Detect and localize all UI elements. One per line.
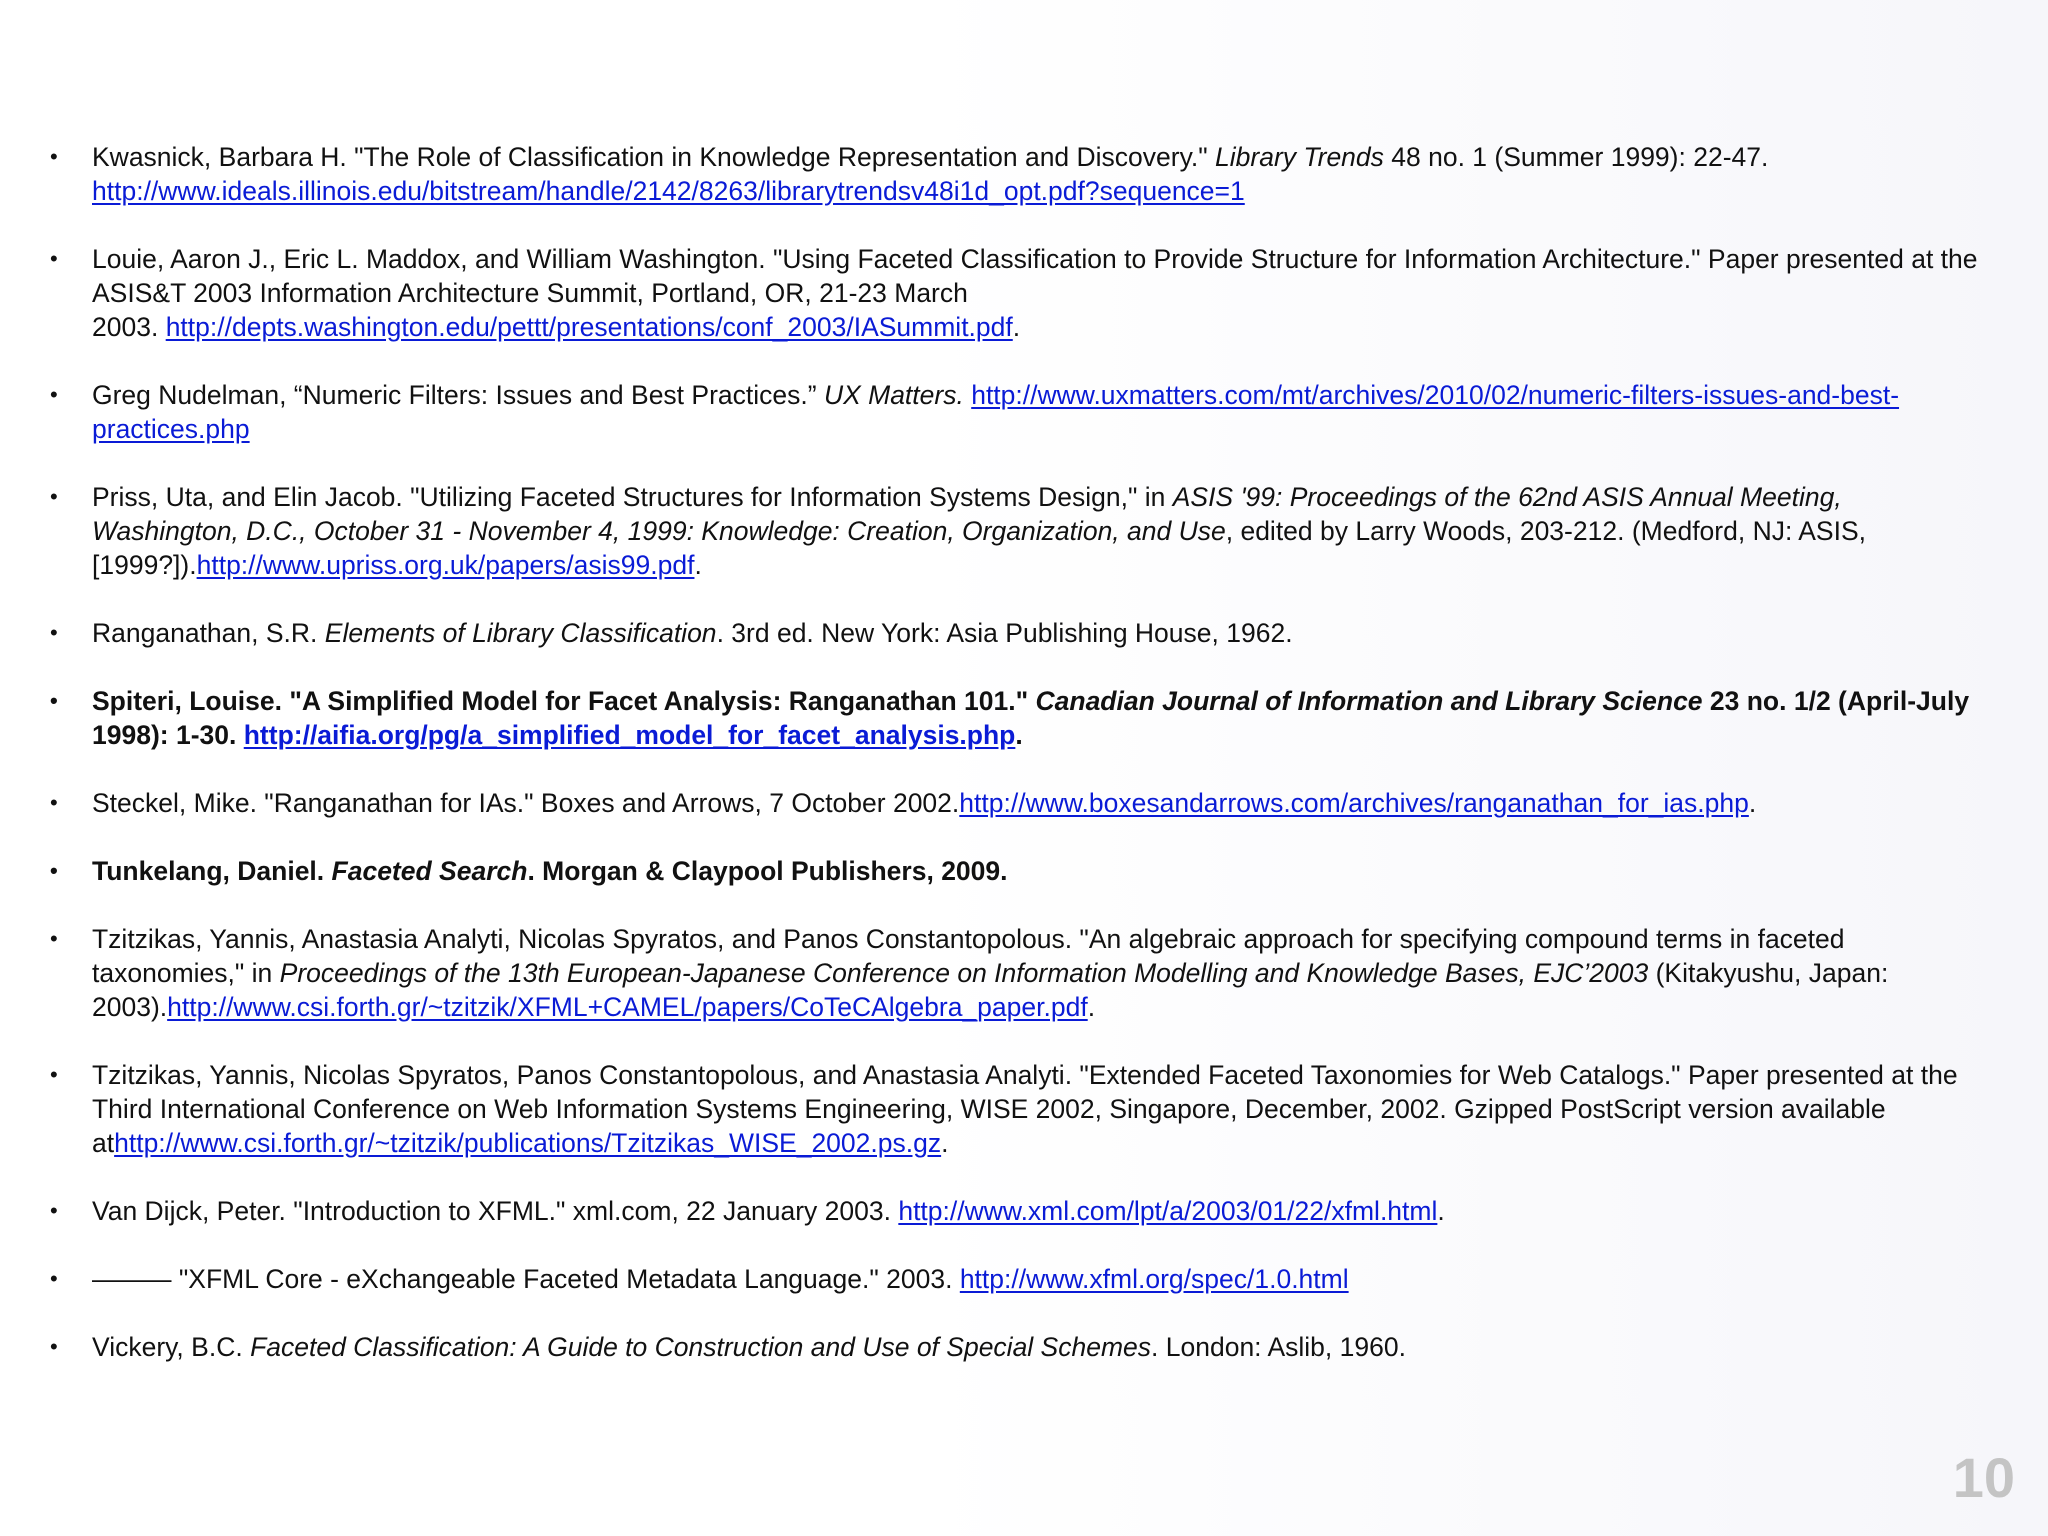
bullet-icon: • (50, 1198, 58, 1223)
reference-text: , edited by Larry Woods, 203-212. (Medford, NJ: ASIS, [1999?]). (92, 516, 1866, 580)
page-number: 10 (1952, 1446, 2015, 1509)
reference-item (50, 1330, 1980, 1364)
reference-text: Tzitzikas, Yannis, Anastasia Analyti, Nicolas Spyratos, and Panos Constantopolous. "An algebraic approach for specifying compound terms in faceted taxonomies," in (92, 924, 1845, 988)
reference-text: Vickery, B.C. (92, 1332, 251, 1362)
bullet-icon: • (50, 688, 58, 713)
reference-item (50, 1058, 1980, 1160)
bullet-icon: • (50, 926, 58, 951)
bullet-icon: • (50, 382, 58, 407)
reference-item (50, 242, 1980, 344)
reference-title: Faceted Classification: A Guide to Construction and Use of Special Schemes (250, 1332, 1152, 1362)
reference-text: Spiteri, Louise. "A Simplified Model for Facet Analysis: Ranganathan 101." (92, 686, 1036, 716)
reference-text: Steckel, Mike. "Ranganathan for IAs." Boxes and Arrows, 7 October 2002. (92, 788, 960, 818)
reference-text: . 3rd ed. New York: Asia Publishing House, 1962. (716, 618, 1293, 648)
reference-item (50, 854, 1980, 888)
reference-text: (Kitakyushu, Japan: 2003). (92, 958, 1889, 1022)
reference-item (50, 684, 1980, 752)
bullet-icon: • (50, 620, 58, 645)
reference-item (50, 480, 1980, 582)
reference-item (50, 378, 1980, 446)
bullet-icon: • (50, 144, 58, 169)
reference-text: . (1012, 312, 1021, 342)
reference-text: . (1437, 1196, 1445, 1226)
reference-text: . (694, 550, 702, 580)
bullet-icon: • (50, 484, 58, 509)
reference-title: Proceedings of the 13th European-Japanese Conference on Information Modelling and Knowledge Bases, EJC’2003 (279, 958, 1649, 988)
reference-text: . London: Aslib, 1960. (1151, 1332, 1406, 1362)
reference-item (50, 616, 1980, 650)
reference-list (50, 140, 1980, 1398)
reference-text: Louie, Aaron J., Eric L. Maddox, and William Washington. "Using Faceted Classification to Provide Structure for Information Architecture." Paper presented at the ASIS&T 2003 Information Architecture Summit, Portland, OR, 21-23 March (92, 244, 1978, 308)
reference-text: Kwasnick, Barbara H. "The Role of Classification in Knowledge Representation and Discovery." (92, 142, 1216, 172)
reference-link[interactable]: http://www.csi.forth.gr/~tzitzik/XFML+CAMEL/papers/CoTeCAlgebra_paper.pdf (167, 992, 1088, 1022)
reference-link[interactable]: http://depts.washington.edu/pettt/presentations/conf_2003/IASummit.pdf (165, 312, 1013, 342)
reference-link[interactable]: http://www.csi.forth.gr/~tzitzik/publications/Tzitzikas_WISE_2002.ps.gz (114, 1128, 942, 1158)
reference-text: 2003. (92, 312, 166, 342)
reference-link[interactable]: http://www.uxmatters.com/mt/archives/2010/02/numeric-filters-issues-and-best-practices.php (92, 380, 1900, 444)
reference-text: . (1748, 788, 1757, 818)
reference-link[interactable]: http://aifia.org/pg/a_simplified_model_for_facet_analysis.php (243, 720, 1016, 750)
reference-text: Tzitzikas, Yannis, Nicolas Spyratos, Panos Constantopolous, and Anastasia Analyti. "Extended Faceted Taxonomies for Web Catalogs." Paper presented at the Third International Conference on Web Information Systems Engineering, WISE 2002, Singapore, December, 2002. Gzipped PostScript version available at (92, 1060, 1958, 1158)
reference-text: . (1087, 992, 1096, 1022)
bullet-icon: • (50, 1334, 58, 1359)
reference-title: ASIS '99: Proceedings of the 62nd ASIS Annual Meeting, Washington, D.C., October 31 - November 4, 1999: Knowledge: Creation, Organization, and Use (92, 482, 1842, 546)
reference-item (50, 1262, 1980, 1296)
reference-text: 48 no. 1 (Summer 1999): 22-47. (1383, 142, 1769, 172)
reference-link[interactable]: http://www.xml.com/lpt/a/2003/01/22/xfml.html (898, 1196, 1438, 1226)
bullet-icon: • (50, 1266, 58, 1291)
reference-text: Van Dijck, Peter. "Introduction to XFML." xml.com, 22 January 2003. (92, 1196, 899, 1226)
reference-title: UX Matters. (823, 380, 964, 410)
reference-text: . Morgan & Claypool Publishers, 2009. (527, 856, 1008, 886)
reference-text: Greg Nudelman, “Numeric Filters: Issues and Best Practices.” (92, 380, 824, 410)
reference-text: Ranganathan, S.R. (92, 618, 325, 648)
reference-text: . (941, 1128, 949, 1158)
reference-title: Canadian Journal of Information and Library Science (1035, 686, 1703, 716)
bullet-icon: • (50, 1062, 58, 1087)
reference-text: 23 no. 1/2 (April-July 1998): 1-30. (92, 686, 1970, 750)
reference-title: Faceted Search (331, 856, 528, 886)
reference-text: Tunkelang, Daniel. (92, 856, 332, 886)
reference-text: . (1015, 720, 1023, 750)
reference-item (50, 140, 1980, 208)
reference-title: Library Trends (1215, 142, 1384, 172)
reference-link[interactable]: http://www.ideals.illinois.edu/bitstream/handle/2142/8263/librarytrendsv48i1d_opt.pdf?sequence=1 (92, 176, 1245, 206)
reference-link[interactable]: http://www.upriss.org.uk/papers/asis99.pdf (196, 550, 695, 580)
reference-text: Priss, Uta, and Elin Jacob. "Utilizing Faceted Structures for Information Systems Design," in (92, 482, 1173, 512)
reference-item (50, 1194, 1980, 1228)
reference-link[interactable]: http://www.xfml.org/spec/1.0.html (959, 1264, 1349, 1294)
bullet-icon: • (50, 246, 58, 271)
reference-text: ——— "XFML Core - eXchangeable Faceted Metadata Language." 2003. (92, 1264, 960, 1294)
reference-item (50, 922, 1980, 1024)
bullet-icon: • (50, 858, 58, 883)
reference-item (50, 786, 1980, 820)
bullet-icon: • (50, 790, 58, 815)
reference-title: Elements of Library Classification (324, 618, 717, 648)
reference-link[interactable]: http://www.boxesandarrows.com/archives/ranganathan_for_ias.php (959, 788, 1749, 818)
